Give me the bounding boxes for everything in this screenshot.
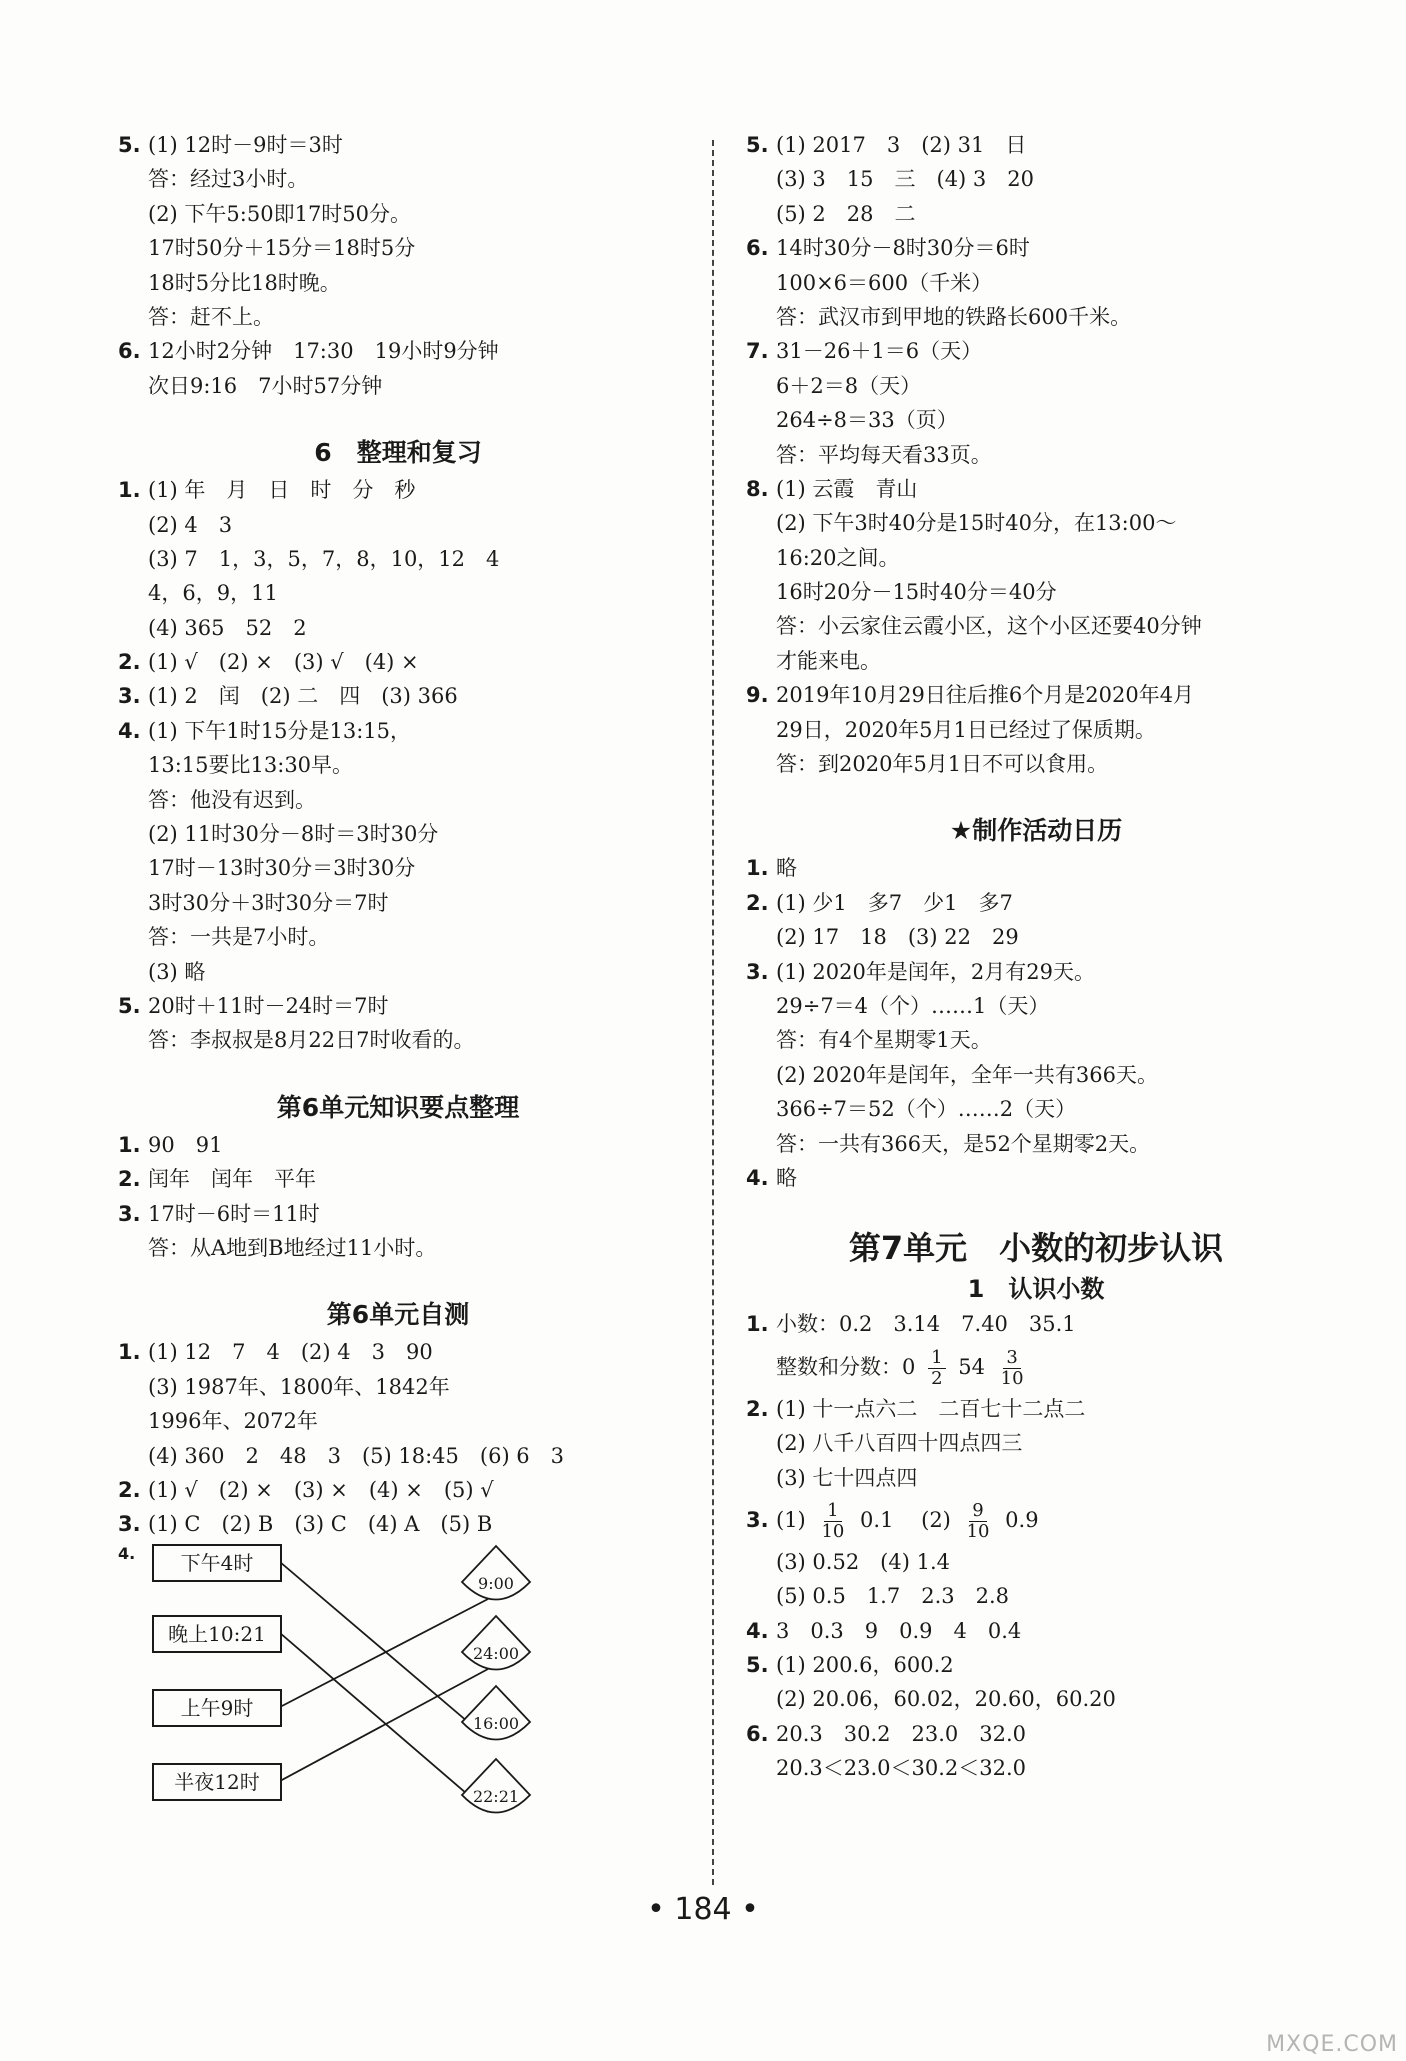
- question-number: 1.: [118, 478, 141, 503]
- question-number: 1.: [118, 1132, 141, 1157]
- answer-line: 答：到2020年5月1日不可以食用。: [776, 752, 1109, 777]
- time-box: 上午9时: [152, 1689, 282, 1727]
- question-number: 1.: [746, 856, 769, 881]
- right-column: [746, 128, 1326, 1786]
- answer-line: 264÷8＝33（页）: [776, 408, 958, 433]
- answer-line: (3) 七十四点四: [776, 1465, 918, 1490]
- answer-line: 3时30分＋3时30分＝7时: [148, 890, 389, 915]
- shape-label: 24:00: [472, 1643, 520, 1663]
- answer-line: 17时－13时30分＝3时30分: [148, 856, 416, 881]
- answer-line: 2. (1) 少1 多7 少1 多7: [746, 886, 1326, 920]
- answer-line: 4. (1) 下午1时15分是13:15，: [118, 714, 678, 748]
- matching-diagram: [118, 1542, 678, 1842]
- answer-line: 2. 闰年 闰年 平年: [118, 1162, 678, 1196]
- question-number: 5.: [118, 133, 141, 157]
- answer-line: 17时50分＋15分＝18时5分: [148, 236, 416, 261]
- answer-line: 4. 3 0.3 9 0.9 4 0.4: [746, 1614, 1326, 1648]
- lesson-title: 1 认识小数: [967, 1275, 1105, 1304]
- answer-line: 1. (1) 年 月 日 时 分 秒: [118, 473, 678, 507]
- answer-line: 9. 2019年10月29日往后推6个月是2020年4月: [746, 678, 1326, 712]
- answer-line: 6. 14时30分－8时30分＝6时: [746, 231, 1326, 265]
- answer-line: (3) 0.52 (4) 1.4: [776, 1549, 950, 1574]
- question-number: 5.: [746, 1653, 769, 1678]
- question-number: 2.: [118, 1167, 141, 1192]
- answer-line: 2. (1) √ (2) × (3) × (4) × (5) √: [118, 1473, 678, 1507]
- question-number: 1.: [746, 1312, 769, 1337]
- answer-line: (3) 略: [148, 959, 206, 984]
- question-number: 4.: [746, 1618, 769, 1643]
- answer-line: 4. 略: [746, 1161, 1326, 1195]
- answer-line: 3. (1) $\frac{1}{10}$ 0.1 (2) $\frac{9}{10}$ 0.9: [746, 1495, 1326, 1545]
- answer-line: 答：李叔叔是8月22日7时收看的。: [148, 1028, 475, 1053]
- section-heading: 第6单元自测: [326, 1300, 470, 1330]
- question-number: 8.: [746, 476, 769, 501]
- shape-label: 9:00: [478, 1573, 514, 1593]
- question-number: 6.: [118, 339, 141, 364]
- answer-line: 2. (1) √ (2) × (3) √ (4) ×: [118, 645, 678, 679]
- question-number: 3.: [746, 1507, 769, 1532]
- section-heading: ★制作活动日历: [949, 816, 1123, 846]
- answer-line: 8. (1) 云霞 青山: [746, 472, 1326, 506]
- match-line: [280, 1633, 488, 1812]
- answer-line: (2) 11时30分－8时＝3时30分: [148, 822, 439, 847]
- answer-line: 1. 90 91: [118, 1128, 678, 1162]
- answer-line: (4) 360 2 48 3 (5) 18:45 (6) 6 3: [148, 1443, 565, 1468]
- answer-line: 3. (1) C (2) B (3) C (4) A (5) B: [118, 1507, 678, 1541]
- answer-line: 1. (1) 12 7 4 (2) 4 3 90: [118, 1335, 678, 1369]
- time-box: 半夜12时: [152, 1763, 282, 1801]
- column-divider: [712, 140, 714, 1885]
- answer-line: 答：经过3小时。: [148, 167, 309, 192]
- answer-line: 16:20之间。: [776, 545, 900, 570]
- answer-line: 才能来电。: [776, 648, 881, 673]
- shape-label: 22:21: [472, 1786, 520, 1806]
- answer-line: 6＋2＝8（天）: [776, 373, 922, 398]
- answer-line: (3) 1987年、1800年、1842年: [148, 1374, 450, 1399]
- answer-line: (5) 2 28 二: [776, 201, 916, 226]
- answer-line: 29÷7＝4（个）……1（天）: [776, 993, 1050, 1018]
- answer-line: 答：赶不上。: [148, 304, 274, 329]
- answer-line: 29日，2020年5月1日已经过了保质期。: [776, 717, 1156, 742]
- answer-line: (2) 下午3时40分是15时40分，在13:00～: [776, 511, 1177, 536]
- answer-line: (2) 下午5:50即17时50分。: [148, 201, 412, 226]
- question-number: 5.: [118, 993, 141, 1018]
- answer-line: 13:15要比13:30早。: [148, 753, 354, 778]
- watermark: MXQE.COM: [1266, 2032, 1398, 2057]
- answer-line: 答：小云家住云霞小区，这个小区还要40分钟: [776, 614, 1202, 639]
- fraction: $\frac{9}{10}$: [966, 1499, 990, 1542]
- answer-line: (2) 20.06，60.02，20.60，60.20: [776, 1687, 1116, 1712]
- section-heading: 第6单元知识要点整理: [276, 1092, 520, 1122]
- question-number: 1.: [118, 1340, 141, 1365]
- answer-line: 6. 20.3 30.2 23.0 32.0: [746, 1717, 1326, 1751]
- question-number: 7.: [746, 339, 769, 364]
- unit-title: 第7单元 小数的初步认识: [848, 1229, 1224, 1268]
- question-number: 4.: [746, 1165, 769, 1190]
- answer-line: 整数和分数：0 $\frac{1}{2}$ 54 $\frac{3}{10}$: [746, 1342, 1326, 1392]
- question-number: 6.: [746, 236, 769, 261]
- fraction: $\frac{1}{2}$: [928, 1348, 945, 1389]
- answer-line: 答：平均每天看33页。: [776, 442, 992, 467]
- answer-line: 20.3＜23.0＜30.2＜32.0: [776, 1756, 1027, 1781]
- answer-line: (2) 八千八百四十四点四三: [776, 1431, 1023, 1456]
- answer-line: 100×6＝600（千米）: [776, 270, 993, 295]
- answer-line: 5. (1) 12时－9时＝3时: [118, 128, 678, 162]
- answer-line: 1. 略: [746, 851, 1326, 885]
- answer-line: 5. (1) 2017 3 (2) 31 日: [746, 128, 1326, 162]
- time-box: 下午4时: [152, 1544, 282, 1582]
- answer-line: 18时5分比18时晚。: [148, 270, 341, 295]
- question-number: 4.: [118, 1543, 136, 1563]
- question-number: 6.: [746, 1721, 769, 1746]
- question-number: 2.: [746, 890, 769, 915]
- answer-line: 4，6，9，11: [148, 581, 278, 606]
- question-number: 9.: [746, 683, 769, 708]
- answer-line: 1. 小数：0.2 3.14 7.40 35.1: [746, 1307, 1326, 1341]
- answer-line: (2) 4 3: [148, 512, 233, 537]
- answer-line: (2) 2020年是闰年，全年一共有366天。: [776, 1062, 1158, 1087]
- question-number: 3.: [118, 1201, 141, 1226]
- answer-line: 3. (1) 2 闰 (2) 二 四 (3) 366: [118, 679, 678, 713]
- answer-line: 答：他没有迟到。: [148, 787, 316, 812]
- answer-line: 2. (1) 十一点六二 二百七十二点二: [746, 1392, 1326, 1426]
- answer-line: 答：从A地到B地经过11小时。: [148, 1235, 437, 1260]
- answer-line: 16时20分－15时40分＝40分: [776, 580, 1057, 605]
- time-box: 晚上10:21: [152, 1615, 282, 1653]
- answer-line: 5. (1) 200.6，600.2: [746, 1648, 1326, 1682]
- question-number: 2.: [746, 1396, 769, 1421]
- answer-line: (3) 3 15 三 (4) 3 20: [776, 167, 1035, 192]
- left-column: [118, 128, 678, 1842]
- fraction: $\frac{1}{10}$: [821, 1499, 845, 1542]
- match-line: [280, 1562, 488, 1739]
- answer-line: 3. 17时－6时＝11时: [118, 1197, 678, 1231]
- answer-line: 答：武汉市到甲地的铁路长600千米。: [776, 304, 1132, 329]
- question-number: 3.: [118, 684, 141, 709]
- section-heading: 6 整理和复习: [314, 438, 482, 468]
- answer-line: (3) 7 1，3，5，7，8，10，12 4: [148, 546, 500, 571]
- question-number: 3.: [746, 959, 769, 984]
- answer-line: 答：有4个星期零1天。: [776, 1028, 992, 1053]
- answer-line: 6. 12小时2分钟 17:30 19小时9分钟: [118, 334, 678, 368]
- answer-line: 7. 31－26＋1＝6（天）: [746, 334, 1326, 368]
- answer-line: 366÷7＝52（个）……2（天）: [776, 1097, 1077, 1122]
- answer-line: (5) 0.5 1.7 2.3 2.8: [776, 1584, 1010, 1609]
- question-number: 3.: [118, 1512, 141, 1537]
- answer-line: 答：一共有366天，是52个星期零2天。: [776, 1131, 1151, 1156]
- answer-line: 次日9:16 7小时57分钟: [148, 373, 383, 398]
- answer-line: 答：一共是7小时。: [148, 925, 330, 950]
- page-number: • 184 •: [647, 1892, 759, 1927]
- question-number: 5.: [746, 133, 769, 157]
- shape-label: 16:00: [472, 1713, 520, 1733]
- match-line: [280, 1669, 488, 1781]
- answer-line: 5. 20时＋11时－24时＝7时: [118, 989, 678, 1023]
- question-number: 4.: [118, 718, 141, 743]
- question-number: 2.: [118, 650, 141, 675]
- answer-line: (4) 365 52 2: [148, 615, 307, 640]
- answer-line: 3. (1) 2020年是闰年，2月有29天。: [746, 955, 1326, 989]
- match-line: [280, 1599, 488, 1707]
- fraction: $\frac{3}{10}$: [1000, 1346, 1024, 1389]
- answer-line: 1996年、2072年: [148, 1409, 318, 1434]
- question-number: 2.: [118, 1477, 141, 1502]
- answer-line: (2) 17 18 (3) 22 29: [776, 925, 1019, 950]
